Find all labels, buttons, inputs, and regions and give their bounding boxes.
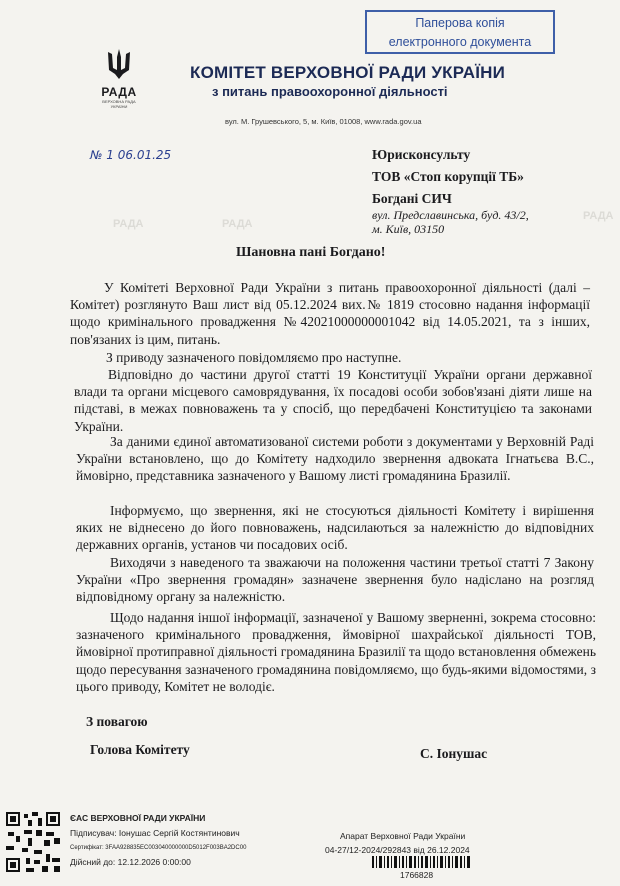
watermark: РАДА [583, 210, 614, 222]
body-paragraph-4: За даними єдиної автоматизованої системи роботи з документами у Верховній Раді України встановлено, що до Комітету надходило звернення адвоката Ігнатьєва В.С., ймовірно, представника зазначеного у Вашому листі громадянина Бразилії. [76, 434, 594, 484]
eds-signer: Підписувач: Іонушас Сергій Костянтинович [70, 828, 240, 838]
trident-icon [106, 48, 132, 80]
committee-title: КОМІТЕТ ВЕРХОВНОЇ РАДИ УКРАЇНИ [190, 63, 505, 82]
body-paragraph-6: Виходячи з наведеного та зважаючи на положення частини третьої статті 7 Закону України «Про звернення громадян» зазначене звернення було надіслано на розгляд відповідному органу за належністю. [76, 555, 594, 605]
watermark: РАДА [222, 218, 253, 230]
body-paragraph-5: Інформуємо, що звернення, які не стосуються діяльності Комітету і вирішення яких не віднесено до його повноважень, надсилаються за належністю до відповідних державних органів, установ чи посадових осіб. [76, 503, 594, 553]
signatory-position: Голова Комітету [90, 742, 190, 757]
watermark: РАДА [113, 218, 144, 230]
barcode-icon [372, 856, 472, 868]
body-paragraph-7: Щодо надання іншої інформації, зазначеної у Вашому зверненні, зокрема стосовно: зазначеного кримінального провадження, ймовірної шахрайської діяльності ТОВ, ймовірної протиправної діяльності громадянина Бразилії та щодо встановлення обмежень щодо пересування зазначеного громадянина повідомляємо, що будь-якими відомостями, з цього приводу, Комітет не володіє. [76, 610, 596, 694]
registry-org: Апарат Верховної Ради України [340, 831, 466, 841]
recipient-position: Юрисконсульту [372, 147, 471, 162]
qr-code-icon [4, 810, 62, 874]
stamp-line-2: електронного документа [388, 35, 532, 49]
committee-subtitle: з питань правоохоронної діяльності [212, 84, 448, 99]
body-paragraph-3: Відповідно до частини другої статті 19 Конституції України органи державної влади та органи місцевого самоврядування, їх посадові особи зобов'язані діяти лише на підставі, в межах повноважень та у спосіб, що передбачені Конституцією та законами України. [74, 367, 592, 434]
eds-title: ЄАС ВЕРХОВНОЇ РАДИ УКРАЇНИ [70, 813, 206, 823]
registry-number: 04-27/12-2024/292843 від 26.12.2024 [325, 845, 470, 855]
logo-sub-2: УКРАЇНИ [110, 104, 128, 109]
logo-sub-1: ВЕРХОВНА РАДА [102, 99, 136, 104]
body-paragraph-2: З приводу зазначеного повідомляємо про наступне. [106, 350, 402, 365]
stamp-line-1: Паперова копія [415, 16, 505, 30]
closing-regards: З повагою [86, 714, 148, 729]
greeting: Шановна пані Богдано! [236, 245, 386, 260]
qr-code [4, 810, 62, 874]
logo-wordmark: РАДА [101, 85, 137, 99]
recipient-name: Богдані СИЧ [372, 191, 452, 206]
paper-copy-stamp [365, 10, 555, 54]
signatory-name: С. Іонушас [420, 746, 488, 761]
eds-certificate: Сертифікат: 3FAA928835EC003040000000D5012F003BA2DC00 [70, 845, 247, 851]
recipient-city: м. Київ, 03150 [372, 222, 445, 236]
recipient-street: вул. Предславинська, буд. 43/2, [372, 208, 529, 222]
committee-address: вул. М. Грушевського, 5, м. Київ, 01008, www.rada.gov.ua [225, 117, 422, 126]
body-paragraph-1: У Комітеті Верховної Ради України з питань правоохоронної діяльності (далі – Комітет) розглянуто Ваш лист від 05.12.2024 вих.№ 1819 стосовно надання інформації щодо кримінального провадження №42021000000001042 від 14.05.2021, та з інших, пов'язаних із цим, питань. [70, 280, 590, 347]
eds-valid-until: Дійсний до: 12.12.2026 0:00:00 [70, 857, 191, 867]
recipient-company: ТОВ «Стоп корупції ТБ» [372, 169, 524, 184]
handwritten-registration: № 1 06.01.25 [90, 148, 172, 162]
rada-logo [93, 48, 145, 122]
barcode-number: 1766828 [400, 870, 434, 880]
